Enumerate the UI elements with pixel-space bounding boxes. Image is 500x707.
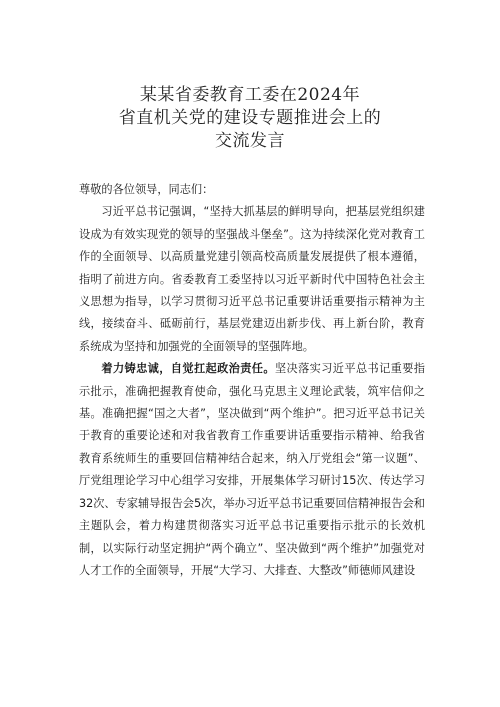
paragraph-intro: 习近平总书记强调，“坚持大抓基层的鲜明导向，把基层党组织建设成为有效实现党的领导的坚强战斗堡垒”。这为持续深化党对教育工作的全面领导、以高质量党建引领高校高质量发展提供了根本遵循，指明了前进方向。省委教育工委坚持以习近平新时代中国特色社会主义思想为指导，以学习贯彻习近平总书记重要讲话重要指示精神为主线，接续奋斗、砥砺前行，基层党建迈出新步伐、再上新台阶，教育系统成为坚持和加强党的全面领导的坚强阵地。 bbox=[79, 205, 425, 353]
salutation: 尊敬的各位领导，同志们： bbox=[79, 183, 214, 196]
title-line-2: 省直机关党的建设专题推进会上的 bbox=[118, 108, 382, 128]
paragraph-loyalty-text: 坚决落实习近平总书记重要指示批示，准确把握教育使命，强化马克思主义理论武装，筑牢信仰之基。准确把握“国之大者”，坚决做到“两个维护”。把习近平总书记关于教育的重要论述和对我省教育工作重要讲话重要指示精神、给我省教育系统师生的重要回信精神结合起来，纳入厅党组会“第一议题”、厅党组理论学习中心组学习安排，开展集体学习研讨15次、传达学习32次、专家辅导报告会5次，举办习近平总书记重要回信精神报告会和主题队会，着力构建贯彻落实习近平总书记重要指示批示的长效机制，以实际行动坚定拥护“两个确立”、坚决做到“两个维护”加强党对人才工作的全面领导，开展“大学习、大排查、大整改”师德师风建设 bbox=[79, 362, 425, 577]
paragraph-loyalty bbox=[79, 358, 425, 582]
paragraph-lead-heading: 着力铸忠诚，自觉扛起政治责任。 bbox=[101, 362, 275, 376]
document-title bbox=[40, 84, 460, 153]
title-line-1: 某某省委教育工委在2024年 bbox=[139, 85, 361, 105]
title-line-3: 交流发言 bbox=[215, 131, 285, 151]
document-body bbox=[79, 179, 425, 582]
